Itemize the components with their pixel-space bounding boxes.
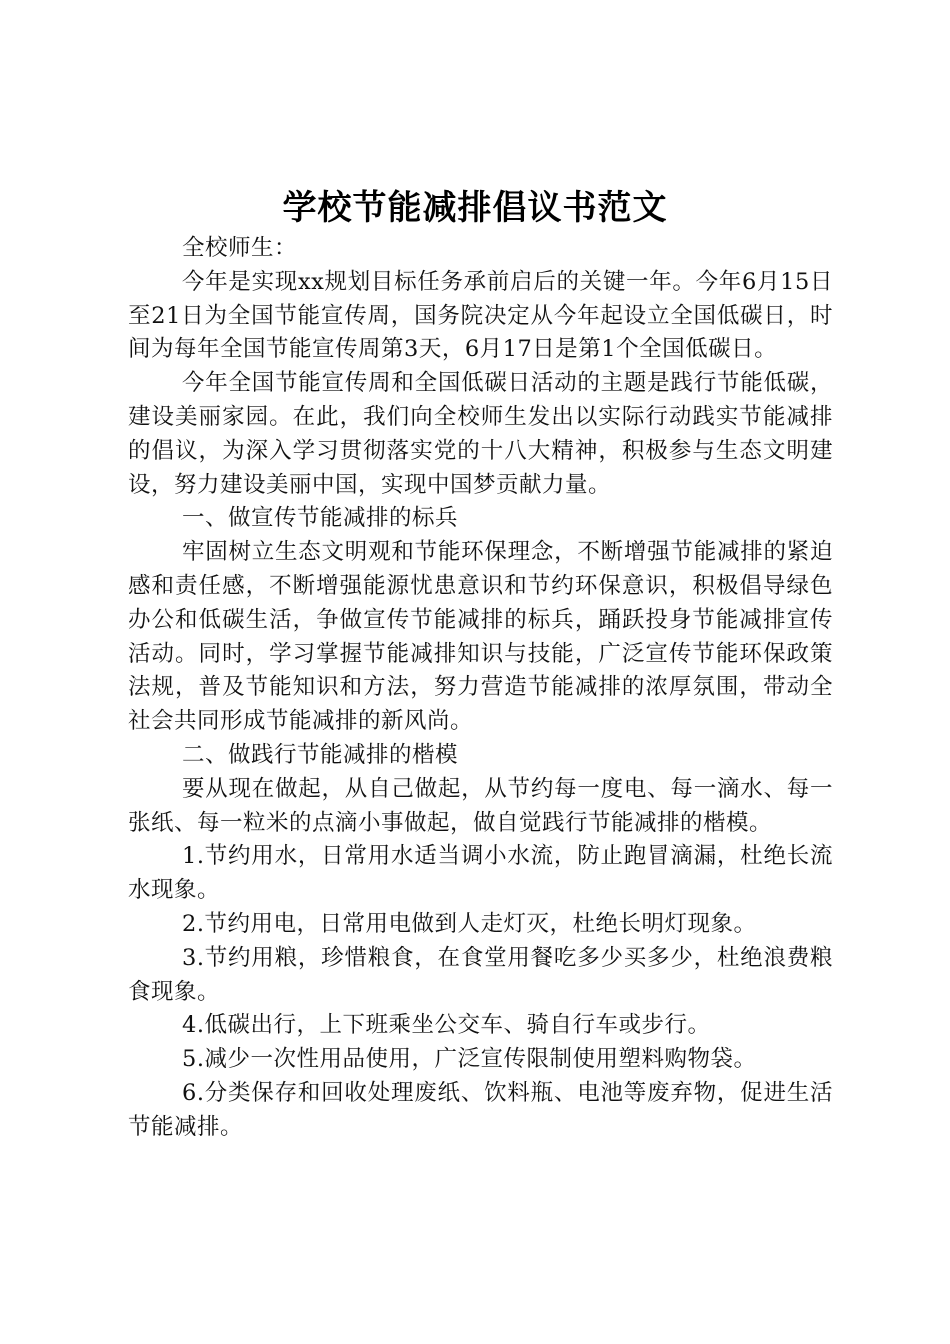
body-paragraph: 要从现在做起，从自己做起，从节约每一度电、每一滴水、每一张纸、每一粒米的点滴小事做起，做自觉践行节能减排的楷模。 <box>128 775 833 836</box>
document-body <box>128 232 833 1145</box>
body-paragraph: 今年全国节能宣传周和全国低碳日活动的主题是践行节能低碳，建设美丽家园。在此，我们向全校师生发出以实际行动践实节能减排的倡议，为深入学习贯彻落实党的十八大精神，积极参与生态文明建设，努力建设美丽中国，实现中国梦贡献力量。 <box>128 370 833 498</box>
salutation: 全校师生： <box>182 235 298 261</box>
body-paragraph: 牢固树立生态文明观和节能环保理念，不断增强节能减排的紧迫感和责任感，不断增强能源忧患意识和节约环保意识，积极倡导绿色办公和低碳生活，争做宣传节能减排的标兵，踊跃投身节能减排宣传活动。同时，学习掌握节能减排知识与技能，广泛宣传节能环保政策法规，普及节能知识和方法，努力营造节能减排的浓厚氛围，带动全社会共同形成节能减排的新风尚。 <box>128 539 833 735</box>
section-heading: 一、做宣传节能减排的标兵 <box>182 505 459 532</box>
section-heading: 二、做践行节能减排的楷模 <box>182 741 459 768</box>
list-item: 3.节约用粮，珍惜粮食，在食堂用餐吃多少买多少，杜绝浪费粮食现象。 <box>128 944 833 1005</box>
list-item: 4.低碳出行，上下班乘坐公交车、骑自行车或步行。 <box>182 1012 711 1039</box>
body-paragraph: 今年是实现xx规划目标任务承前启后的关键一年。今年6月15日至21日为全国节能宣传周，国务院决定从今年起设立全国低碳日，时间为每年全国节能宣传周第3天，6月17日是第1个全国低碳日。 <box>128 268 833 363</box>
list-item: 6.分类保存和回收处理废纸、饮料瓶、电池等废弃物，促进生活节能减排。 <box>128 1079 833 1140</box>
list-item: 2.节约用电，日常用电做到人走灯灭，杜绝长明灯现象。 <box>182 910 757 937</box>
list-item: 1.节约用水，日常用水适当调小水流，防止跑冒滴漏，杜绝长流水现象。 <box>128 843 833 904</box>
document-title: 学校节能减排倡议书范文 <box>282 188 668 228</box>
list-item: 5.减少一次性用品使用，广泛宣传限制使用塑料购物袋。 <box>182 1046 757 1073</box>
